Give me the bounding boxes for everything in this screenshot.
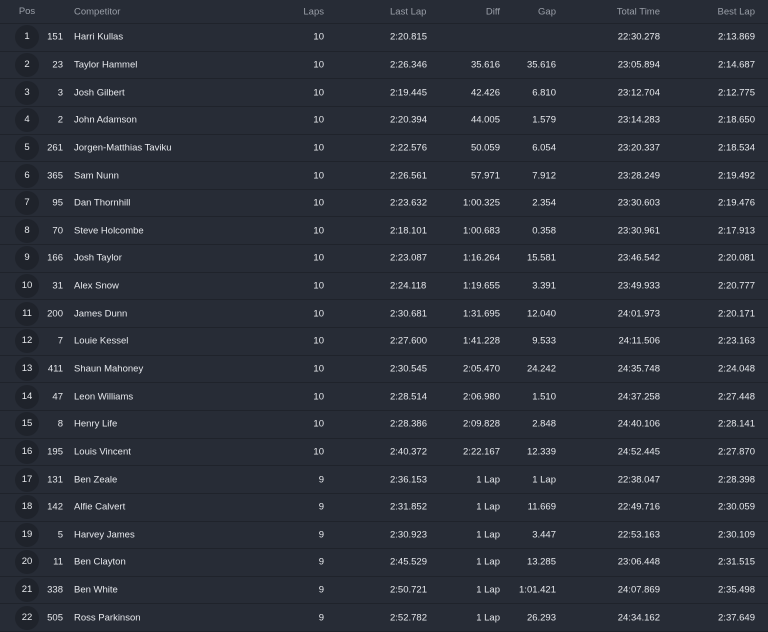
total-time: 24:01.973 bbox=[617, 308, 660, 320]
total-time: 23:30.961 bbox=[617, 225, 660, 237]
table-row[interactable] bbox=[0, 52, 768, 80]
header-gap[interactable]: Gap bbox=[538, 6, 556, 17]
table-row[interactable] bbox=[0, 24, 768, 52]
race-number: 131 bbox=[47, 474, 63, 486]
gap: 3.391 bbox=[532, 280, 556, 292]
header-last-lap[interactable]: Last Lap bbox=[390, 6, 427, 17]
total-time: 24:11.506 bbox=[618, 335, 660, 347]
diff: 1:00.325 bbox=[463, 197, 500, 209]
position-badge: 15 bbox=[15, 412, 39, 436]
competitor-name: Harri Kullas bbox=[74, 31, 124, 43]
position-badge: 13 bbox=[15, 357, 39, 381]
position-badge: 3 bbox=[15, 81, 39, 105]
position-badge: 7 bbox=[15, 191, 39, 215]
total-time: 24:40.106 bbox=[617, 418, 660, 430]
race-number: 151 bbox=[47, 31, 63, 43]
gap: 15.581 bbox=[526, 252, 556, 264]
diff: 1 Lap bbox=[476, 584, 500, 596]
best-lap: 2:27.870 bbox=[718, 446, 755, 458]
race-number: 505 bbox=[47, 612, 63, 624]
laps: 9 bbox=[318, 612, 324, 624]
table-header bbox=[0, 0, 768, 24]
table-row[interactable] bbox=[0, 79, 768, 107]
competitor-name: Leon Williams bbox=[74, 391, 134, 403]
table-row[interactable] bbox=[0, 190, 768, 218]
gap: 12.040 bbox=[526, 308, 556, 320]
position-badge: 6 bbox=[15, 164, 39, 188]
last-lap: 2:50.721 bbox=[390, 584, 427, 596]
diff: 1:16.264 bbox=[463, 252, 500, 264]
diff: 57.971 bbox=[470, 170, 500, 182]
laps: 10 bbox=[313, 391, 324, 403]
best-lap: 2:20.777 bbox=[718, 280, 755, 292]
position-badge: 1 bbox=[15, 25, 39, 49]
laps: 9 bbox=[318, 556, 324, 568]
best-lap: 2:20.081 bbox=[718, 252, 755, 264]
last-lap: 2:23.632 bbox=[390, 197, 427, 209]
position-badge: 21 bbox=[15, 578, 39, 602]
best-lap: 2:30.059 bbox=[718, 501, 755, 513]
table-row[interactable] bbox=[0, 300, 768, 328]
best-lap: 2:23.163 bbox=[718, 335, 755, 347]
competitor-name: Harvey James bbox=[74, 529, 135, 541]
best-lap: 2:13.869 bbox=[718, 31, 755, 43]
competitor-name: John Adamson bbox=[74, 114, 137, 126]
race-number: 142 bbox=[47, 501, 63, 513]
competitor-name: Dan Thornhill bbox=[74, 197, 131, 209]
position-badge: 14 bbox=[15, 385, 39, 409]
table-row[interactable] bbox=[0, 522, 768, 550]
diff: 1:31.695 bbox=[463, 308, 500, 320]
laps: 10 bbox=[313, 87, 324, 99]
position-badge: 8 bbox=[15, 219, 39, 243]
diff: 2:22.167 bbox=[463, 446, 500, 458]
table-row[interactable] bbox=[0, 245, 768, 273]
gap: 1.510 bbox=[532, 391, 556, 403]
laps: 10 bbox=[313, 446, 324, 458]
competitor-name: Ben White bbox=[74, 584, 118, 596]
diff: 50.059 bbox=[470, 142, 500, 154]
laps: 10 bbox=[313, 225, 324, 237]
total-time: 24:34.162 bbox=[617, 612, 660, 624]
table-row[interactable] bbox=[0, 217, 768, 245]
position-badge: 10 bbox=[15, 274, 39, 298]
laps: 10 bbox=[313, 252, 324, 264]
gap: 3.447 bbox=[532, 529, 556, 541]
total-time: 23:28.249 bbox=[617, 170, 660, 182]
total-time: 22:49.716 bbox=[617, 501, 660, 513]
race-number: 3 bbox=[57, 87, 63, 99]
race-number: 5 bbox=[57, 529, 63, 541]
race-number: 11 bbox=[53, 556, 63, 568]
competitor-name: Shaun Mahoney bbox=[74, 363, 144, 375]
race-number: 338 bbox=[47, 584, 63, 596]
last-lap: 2:52.782 bbox=[390, 612, 427, 624]
total-time: 22:30.278 bbox=[617, 31, 660, 43]
gap: 6.054 bbox=[532, 142, 556, 154]
race-number: 166 bbox=[47, 252, 63, 264]
gap: 2.354 bbox=[532, 197, 556, 209]
laps: 10 bbox=[313, 363, 324, 375]
diff: 2:09.828 bbox=[463, 418, 500, 430]
last-lap: 2:24.118 bbox=[390, 280, 427, 292]
competitor-name: Steve Holcombe bbox=[74, 225, 144, 237]
diff: 1:41.228 bbox=[463, 335, 500, 347]
best-lap: 2:35.498 bbox=[718, 584, 755, 596]
competitor-name: Ross Parkinson bbox=[74, 612, 141, 624]
best-lap: 2:19.492 bbox=[718, 170, 755, 182]
last-lap: 2:30.681 bbox=[390, 308, 427, 320]
table-row[interactable] bbox=[0, 383, 768, 411]
total-time: 23:46.542 bbox=[617, 252, 660, 264]
race-number: 70 bbox=[52, 225, 63, 237]
race-number: 365 bbox=[47, 170, 63, 182]
last-lap: 2:45.529 bbox=[390, 556, 427, 568]
position-badge: 16 bbox=[15, 440, 39, 464]
race-number: 95 bbox=[52, 197, 63, 209]
last-lap: 2:30.545 bbox=[390, 363, 427, 375]
gap: 13.285 bbox=[526, 556, 556, 568]
competitor-name: Ben Clayton bbox=[74, 556, 126, 568]
total-time: 24:07.869 bbox=[617, 584, 660, 596]
best-lap: 2:37.649 bbox=[718, 612, 755, 624]
laps: 9 bbox=[318, 529, 324, 541]
diff: 1 Lap bbox=[476, 501, 500, 513]
total-time: 23:12.704 bbox=[617, 87, 660, 99]
last-lap: 2:27.600 bbox=[390, 335, 427, 347]
competitor-name: Josh Taylor bbox=[74, 252, 122, 264]
laps: 10 bbox=[313, 170, 324, 182]
header-total-time[interactable]: Total Time bbox=[616, 6, 660, 17]
best-lap: 2:12.775 bbox=[718, 87, 755, 99]
last-lap: 2:36.153 bbox=[390, 474, 427, 486]
diff: 1 Lap bbox=[476, 474, 500, 486]
position-badge: 12 bbox=[15, 329, 39, 353]
race-number: 47 bbox=[52, 391, 63, 403]
race-number: 2 bbox=[57, 114, 63, 126]
race-number: 200 bbox=[47, 308, 63, 320]
table-row[interactable] bbox=[0, 356, 768, 384]
diff: 42.426 bbox=[470, 87, 500, 99]
total-time: 22:53.163 bbox=[617, 529, 660, 541]
position-badge: 5 bbox=[15, 136, 39, 160]
table-row[interactable] bbox=[0, 273, 768, 301]
laps: 9 bbox=[318, 501, 324, 513]
last-lap: 2:40.372 bbox=[390, 446, 427, 458]
last-lap: 2:30.923 bbox=[390, 529, 427, 541]
competitor-name: Jorgen-Matthias Taviku bbox=[74, 142, 172, 154]
gap: 1.579 bbox=[532, 114, 556, 126]
total-time: 24:35.748 bbox=[617, 363, 660, 375]
table-row[interactable] bbox=[0, 494, 768, 522]
laps: 10 bbox=[313, 59, 324, 71]
gap: 9.533 bbox=[532, 335, 556, 347]
table-row[interactable] bbox=[0, 439, 768, 467]
header-diff[interactable]: Diff bbox=[485, 6, 500, 17]
best-lap: 2:31.515 bbox=[718, 556, 755, 568]
table-row[interactable] bbox=[0, 577, 768, 605]
last-lap: 2:22.576 bbox=[390, 142, 427, 154]
best-lap: 2:17.913 bbox=[718, 225, 755, 237]
total-time: 24:37.258 bbox=[617, 391, 660, 403]
gap: 12.339 bbox=[526, 446, 556, 458]
laps: 10 bbox=[313, 31, 324, 43]
competitor-name: Josh Gilbert bbox=[74, 87, 125, 99]
position-badge: 11 bbox=[15, 302, 39, 326]
race-number: 31 bbox=[52, 280, 63, 292]
table-row[interactable] bbox=[0, 328, 768, 356]
best-lap: 2:30.109 bbox=[718, 529, 755, 541]
total-time: 22:38.047 bbox=[617, 474, 660, 486]
race-number: 261 bbox=[47, 142, 63, 154]
laps: 10 bbox=[313, 335, 324, 347]
diff: 1:00.683 bbox=[463, 225, 500, 237]
total-time: 23:20.337 bbox=[617, 142, 660, 154]
total-time: 24:52.445 bbox=[617, 446, 660, 458]
last-lap: 2:26.561 bbox=[390, 170, 427, 182]
competitor-name: Henry Life bbox=[74, 418, 118, 430]
position-badge: 2 bbox=[15, 53, 39, 77]
header-competitor[interactable]: Competitor bbox=[74, 6, 121, 17]
header-laps[interactable]: Laps bbox=[303, 6, 324, 17]
best-lap: 2:24.048 bbox=[718, 363, 755, 375]
laps: 10 bbox=[313, 308, 324, 320]
gap: 6.810 bbox=[532, 87, 556, 99]
diff: 44.005 bbox=[470, 114, 500, 126]
last-lap: 2:28.514 bbox=[390, 391, 427, 403]
table-row[interactable] bbox=[0, 549, 768, 577]
last-lap: 2:26.346 bbox=[390, 59, 427, 71]
diff: 35.616 bbox=[470, 59, 500, 71]
total-time: 23:06.448 bbox=[617, 556, 660, 568]
laps: 10 bbox=[313, 114, 324, 126]
best-lap: 2:18.650 bbox=[718, 114, 755, 126]
gap: 1:01.421 bbox=[519, 584, 556, 596]
header-pos[interactable]: Pos bbox=[18, 5, 36, 17]
total-time: 23:14.283 bbox=[617, 114, 660, 126]
gap: 1 Lap bbox=[532, 474, 556, 486]
race-number: 8 bbox=[57, 418, 63, 430]
table-row[interactable] bbox=[0, 162, 768, 190]
table-row[interactable] bbox=[0, 411, 768, 439]
race-number: 23 bbox=[52, 59, 63, 71]
competitor-name: Sam Nunn bbox=[74, 170, 119, 182]
position-badge: 22 bbox=[15, 606, 39, 630]
position-badge: 18 bbox=[15, 495, 39, 519]
best-lap: 2:27.448 bbox=[718, 391, 755, 403]
gap: 0.358 bbox=[532, 225, 556, 237]
gap: 24.242 bbox=[526, 363, 556, 375]
last-lap: 2:31.852 bbox=[390, 501, 427, 513]
diff: 2:06.980 bbox=[463, 391, 500, 403]
position-badge: 9 bbox=[15, 246, 39, 270]
last-lap: 2:23.087 bbox=[390, 252, 427, 264]
best-lap: 2:28.398 bbox=[718, 474, 755, 486]
diff: 2:05.470 bbox=[463, 363, 500, 375]
gap: 11.669 bbox=[527, 501, 556, 513]
last-lap: 2:18.101 bbox=[390, 225, 427, 237]
last-lap: 2:19.445 bbox=[390, 87, 427, 99]
competitor-name: Louie Kessel bbox=[74, 335, 129, 347]
laps: 10 bbox=[313, 142, 324, 154]
last-lap: 2:20.815 bbox=[390, 31, 427, 43]
race-number: 7 bbox=[57, 335, 63, 347]
total-time: 23:30.603 bbox=[617, 197, 660, 209]
competitor-name: Taylor Hammel bbox=[74, 59, 138, 71]
competitor-name: Ben Zeale bbox=[74, 474, 118, 486]
gap: 7.912 bbox=[532, 170, 556, 182]
position-badge: 17 bbox=[15, 468, 39, 492]
total-time: 23:49.933 bbox=[617, 280, 660, 292]
position-badge: 19 bbox=[15, 523, 39, 547]
table-row[interactable] bbox=[0, 107, 768, 135]
race-number: 195 bbox=[47, 446, 63, 458]
table-row[interactable] bbox=[0, 466, 768, 494]
gap: 2.848 bbox=[532, 418, 556, 430]
laps: 10 bbox=[313, 280, 324, 292]
diff: 1:19.655 bbox=[463, 280, 500, 292]
diff: 1 Lap bbox=[476, 612, 500, 624]
best-lap: 2:14.687 bbox=[718, 59, 755, 71]
gap: 35.616 bbox=[526, 59, 556, 71]
competitor-name: Alfie Calvert bbox=[74, 501, 126, 513]
header-best-lap[interactable]: Best Lap bbox=[717, 6, 755, 17]
race-number: 411 bbox=[47, 363, 63, 375]
table-row[interactable] bbox=[0, 135, 768, 163]
last-lap: 2:20.394 bbox=[390, 114, 427, 126]
gap: 26.293 bbox=[526, 612, 556, 624]
diff: 1 Lap bbox=[476, 529, 500, 541]
laps: 10 bbox=[313, 418, 324, 430]
laps: 10 bbox=[313, 197, 324, 209]
diff: 1 Lap bbox=[476, 556, 500, 568]
position-badge: 20 bbox=[15, 550, 39, 574]
best-lap: 2:19.476 bbox=[718, 197, 755, 209]
competitor-name: Louis Vincent bbox=[74, 446, 131, 458]
best-lap: 2:18.534 bbox=[718, 142, 755, 154]
last-lap: 2:28.386 bbox=[390, 418, 427, 430]
best-lap: 2:28.141 bbox=[718, 418, 755, 430]
laps: 9 bbox=[318, 584, 324, 596]
best-lap: 2:20.171 bbox=[718, 308, 755, 320]
competitor-name: Alex Snow bbox=[74, 280, 119, 292]
position-badge: 4 bbox=[15, 108, 39, 132]
competitor-name: James Dunn bbox=[74, 308, 128, 320]
laps: 9 bbox=[318, 474, 324, 486]
total-time: 23:05.894 bbox=[617, 59, 660, 71]
